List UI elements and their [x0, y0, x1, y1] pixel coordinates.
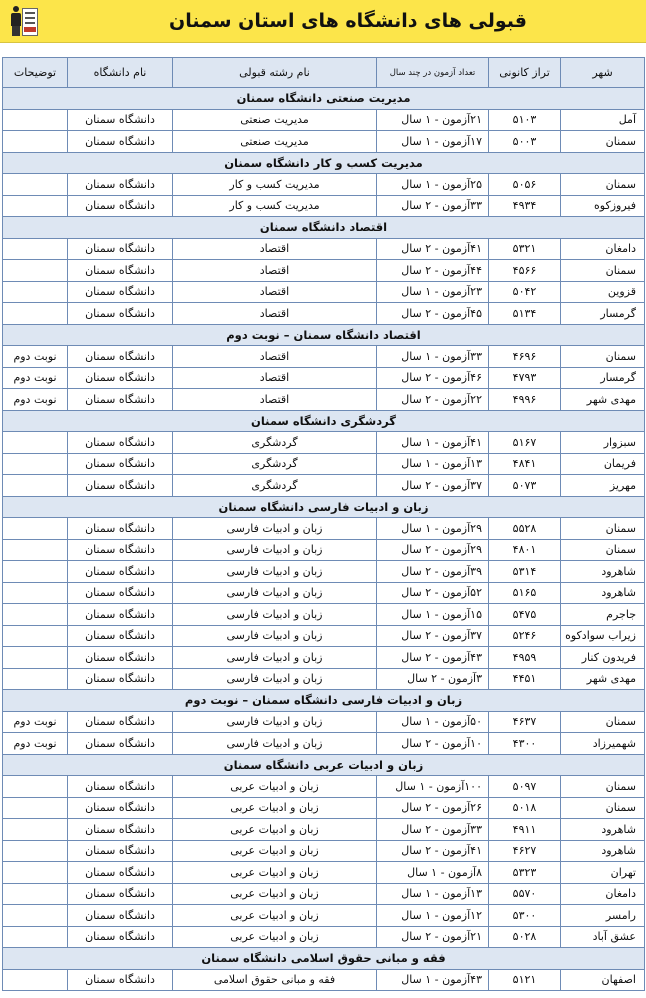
cell-university: دانشگاه سمنان — [68, 604, 173, 626]
cell-city: دامغان — [561, 883, 645, 905]
cell-major: زبان و ادبیات فارسی — [173, 711, 377, 733]
table-row — [3, 647, 645, 669]
cell-university: دانشگاه سمنان — [68, 453, 173, 475]
cell-major: مدیریت کسب و کار — [173, 174, 377, 196]
page-title: قبولی های دانشگاه های استان سمنان — [169, 10, 527, 32]
cell-score: ۵۰۰۳ — [489, 131, 561, 153]
cell-major: اقتصاد — [173, 303, 377, 325]
cell-city: جاجرم — [561, 604, 645, 626]
cell-note — [3, 926, 68, 948]
cell-exams: ۲۱آزمون - ۲ سال — [377, 926, 489, 948]
cell-major: اقتصاد — [173, 281, 377, 303]
cell-university: دانشگاه سمنان — [68, 711, 173, 733]
section-title: زبان و ادبیات فارسی دانشگاه سمنان — [3, 496, 645, 518]
cell-major: زبان و ادبیات عربی — [173, 883, 377, 905]
col-header-major: نام رشته قبولی — [173, 58, 377, 88]
cell-score: ۴۴۵۱ — [489, 668, 561, 690]
table-row — [3, 862, 645, 884]
cell-exams: ۳۹آزمون - ۲ سال — [377, 561, 489, 583]
section-header-row — [3, 496, 645, 518]
cell-exams: ۴۳آزمون - ۲ سال — [377, 647, 489, 669]
cell-exams: ۳۳آزمون - ۲ سال — [377, 819, 489, 841]
cell-exams: ۲۵آزمون - ۱ سال — [377, 174, 489, 196]
section-header-row — [3, 690, 645, 712]
cell-city: شهمیرزاد — [561, 733, 645, 755]
cell-exams: ۱۷آزمون - ۱ سال — [377, 131, 489, 153]
section-header-row — [3, 410, 645, 432]
cell-note — [3, 238, 68, 260]
col-header-city: شهر — [561, 58, 645, 88]
cell-university: دانشگاه سمنان — [68, 432, 173, 454]
section-title: گردشگری دانشگاه سمنان — [3, 410, 645, 432]
table-row — [3, 475, 645, 497]
cell-exams: ۳آزمون - ۲ سال — [377, 668, 489, 690]
cell-major: زبان و ادبیات فارسی — [173, 668, 377, 690]
cell-note — [3, 174, 68, 196]
cell-exams: ۱۳آزمون - ۱ سال — [377, 453, 489, 475]
cell-exams: ۴۴آزمون - ۲ سال — [377, 260, 489, 282]
table-row — [3, 604, 645, 626]
cell-note — [3, 109, 68, 131]
cell-city: سمنان — [561, 260, 645, 282]
cell-score: ۴۸۴۱ — [489, 453, 561, 475]
cell-score: ۴۹۹۶ — [489, 389, 561, 411]
section-header-row — [3, 948, 645, 970]
cell-university: دانشگاه سمنان — [68, 303, 173, 325]
cell-exams: ۱۰آزمون - ۲ سال — [377, 733, 489, 755]
table-row — [3, 840, 645, 862]
cell-city: دامغان — [561, 238, 645, 260]
cell-note — [3, 561, 68, 583]
table-row — [3, 389, 645, 411]
cell-note — [3, 625, 68, 647]
table-row — [3, 926, 645, 948]
cell-city: عشق آباد — [561, 926, 645, 948]
cell-university: دانشگاه سمنان — [68, 797, 173, 819]
cell-city: شاهرود — [561, 840, 645, 862]
table-row — [3, 733, 645, 755]
cell-score: ۴۹۳۴ — [489, 195, 561, 217]
cell-score: ۵۳۰۰ — [489, 905, 561, 927]
cell-city: سمنان — [561, 518, 645, 540]
cell-major: اقتصاد — [173, 367, 377, 389]
cell-exams: ۳۳آزمون - ۲ سال — [377, 195, 489, 217]
cell-score: ۵۵۷۰ — [489, 883, 561, 905]
cell-university: دانشگاه سمنان — [68, 238, 173, 260]
cell-major: زبان و ادبیات فارسی — [173, 733, 377, 755]
section-title: فقه و مبانی حقوق اسلامی دانشگاه سمنان — [3, 948, 645, 970]
cell-city: سبزوار — [561, 432, 645, 454]
cell-major: مدیریت کسب و کار — [173, 195, 377, 217]
cell-exams: ۳۳آزمون - ۱ سال — [377, 346, 489, 368]
cell-city: مهدی شهر — [561, 668, 645, 690]
table-row — [3, 711, 645, 733]
cell-major: زبان و ادبیات فارسی — [173, 604, 377, 626]
cell-score: ۴۷۹۳ — [489, 367, 561, 389]
col-header-exams: تعداد آزمون در چند سال — [377, 58, 489, 88]
cell-major: زبان و ادبیات عربی — [173, 819, 377, 841]
cell-score: ۵۰۹۷ — [489, 776, 561, 798]
cell-exams: ۳۷آزمون - ۲ سال — [377, 625, 489, 647]
cell-score: ۵۰۱۸ — [489, 797, 561, 819]
cell-score: ۵۳۲۳ — [489, 862, 561, 884]
cell-city: سمنان — [561, 131, 645, 153]
cell-score: ۵۵۲۸ — [489, 518, 561, 540]
cell-note — [3, 131, 68, 153]
logo-card — [22, 8, 38, 36]
section-title: اقتصاد دانشگاه سمنان — [3, 217, 645, 239]
cell-university: دانشگاه سمنان — [68, 840, 173, 862]
cell-note — [3, 969, 68, 991]
section-title: زبان و ادبیات عربی دانشگاه سمنان — [3, 754, 645, 776]
cell-city: سمنان — [561, 539, 645, 561]
cell-city: آمل — [561, 109, 645, 131]
cell-university: دانشگاه سمنان — [68, 862, 173, 884]
cell-note — [3, 647, 68, 669]
cell-note: نوبت دوم — [3, 367, 68, 389]
cell-exams: ۴۱آزمون - ۱ سال — [377, 432, 489, 454]
cell-score: ۵۱۶۷ — [489, 432, 561, 454]
cell-exams: ۵۲آزمون - ۲ سال — [377, 582, 489, 604]
cell-major: اقتصاد — [173, 238, 377, 260]
cell-major: اقتصاد — [173, 389, 377, 411]
cell-exams: ۲۹آزمون - ۲ سال — [377, 539, 489, 561]
section-header-row — [3, 324, 645, 346]
cell-city: رامسر — [561, 905, 645, 927]
cell-score: ۵۲۴۶ — [489, 625, 561, 647]
cell-exams: ۸آزمون - ۱ سال — [377, 862, 489, 884]
table-row — [3, 367, 645, 389]
cell-exams: ۲۶آزمون - ۲ سال — [377, 797, 489, 819]
cell-city: مهدی شهر — [561, 389, 645, 411]
cell-note — [3, 604, 68, 626]
cell-major: زبان و ادبیات عربی — [173, 905, 377, 927]
cell-note — [3, 797, 68, 819]
cell-university: دانشگاه سمنان — [68, 281, 173, 303]
cell-major: زبان و ادبیات عربی — [173, 776, 377, 798]
cell-university: دانشگاه سمنان — [68, 518, 173, 540]
table-row — [3, 453, 645, 475]
cell-university: دانشگاه سمنان — [68, 926, 173, 948]
table-row — [3, 346, 645, 368]
cell-note: نوبت دوم — [3, 733, 68, 755]
col-header-score: تراز کانونی — [489, 58, 561, 88]
cell-exams: ۴۱آزمون - ۲ سال — [377, 840, 489, 862]
cell-note — [3, 582, 68, 604]
cell-note — [3, 518, 68, 540]
cell-city: شاهرود — [561, 819, 645, 841]
cell-score: ۵۰۲۸ — [489, 926, 561, 948]
cell-university: دانشگاه سمنان — [68, 819, 173, 841]
cell-university: دانشگاه سمنان — [68, 883, 173, 905]
cell-city: سمنان — [561, 346, 645, 368]
cell-score: ۵۱۰۳ — [489, 109, 561, 131]
cell-university: دانشگاه سمنان — [68, 389, 173, 411]
cell-note — [3, 303, 68, 325]
logo-figure — [9, 6, 23, 36]
cell-note — [3, 840, 68, 862]
cell-note — [3, 539, 68, 561]
cell-city: مهریز — [561, 475, 645, 497]
cell-note — [3, 453, 68, 475]
cell-city: سمنان — [561, 711, 645, 733]
section-title: زبان و ادبیات فارسی دانشگاه سمنان – نوبت دوم — [3, 690, 645, 712]
section-header-row — [3, 217, 645, 239]
cell-note — [3, 195, 68, 217]
table-row — [3, 883, 645, 905]
cell-score: ۵۳۲۱ — [489, 238, 561, 260]
cell-note — [3, 862, 68, 884]
col-header-notes: توضیحات — [3, 58, 68, 88]
table-row — [3, 539, 645, 561]
cell-major: زبان و ادبیات فارسی — [173, 582, 377, 604]
cell-major: گردشگری — [173, 453, 377, 475]
section-title: اقتصاد دانشگاه سمنان – نوبت دوم — [3, 324, 645, 346]
cell-university: دانشگاه سمنان — [68, 733, 173, 755]
cell-note — [3, 260, 68, 282]
table-row — [3, 238, 645, 260]
cell-exams: ۵۰آزمون - ۱ سال — [377, 711, 489, 733]
cell-university: دانشگاه سمنان — [68, 776, 173, 798]
cell-note — [3, 905, 68, 927]
cell-exams: ۳۷آزمون - ۲ سال — [377, 475, 489, 497]
table-row — [3, 561, 645, 583]
cell-score: ۴۹۵۹ — [489, 647, 561, 669]
cell-note: نوبت دوم — [3, 711, 68, 733]
table-row — [3, 303, 645, 325]
cell-city: سمنان — [561, 174, 645, 196]
cell-note — [3, 776, 68, 798]
section-title: مدیریت کسب و کار دانشگاه سمنان — [3, 152, 645, 174]
cell-score: ۴۵۶۶ — [489, 260, 561, 282]
cell-exams: ۲۲آزمون - ۲ سال — [377, 389, 489, 411]
table-body — [3, 88, 645, 991]
cell-score: ۵۰۷۳ — [489, 475, 561, 497]
table-row — [3, 260, 645, 282]
cell-major: زبان و ادبیات فارسی — [173, 647, 377, 669]
cell-university: دانشگاه سمنان — [68, 195, 173, 217]
cell-exams: ۱۳آزمون - ۱ سال — [377, 883, 489, 905]
cell-university: دانشگاه سمنان — [68, 647, 173, 669]
cell-university: دانشگاه سمنان — [68, 367, 173, 389]
cell-city: زیراب سوادکوه — [561, 625, 645, 647]
cell-score: ۴۶۹۶ — [489, 346, 561, 368]
cell-city: فریدون کنار — [561, 647, 645, 669]
cell-exams: ۴۵آزمون - ۲ سال — [377, 303, 489, 325]
cell-exams: ۲۳آزمون - ۱ سال — [377, 281, 489, 303]
cell-university: دانشگاه سمنان — [68, 475, 173, 497]
cell-major: زبان و ادبیات فارسی — [173, 539, 377, 561]
cell-university: دانشگاه سمنان — [68, 131, 173, 153]
cell-city: سمنان — [561, 797, 645, 819]
table-header-row — [3, 58, 645, 88]
table-row — [3, 518, 645, 540]
cell-major: زبان و ادبیات فارسی — [173, 625, 377, 647]
cell-note — [3, 432, 68, 454]
cell-city: سمنان — [561, 776, 645, 798]
cell-score: ۴۳۰۰ — [489, 733, 561, 755]
cell-score: ۵۱۳۴ — [489, 303, 561, 325]
cell-university: دانشگاه سمنان — [68, 539, 173, 561]
cell-major: اقتصاد — [173, 260, 377, 282]
section-title: مدیریت صنعتی دانشگاه سمنان — [3, 88, 645, 110]
cell-city: گرمسار — [561, 367, 645, 389]
cell-major: گردشگری — [173, 475, 377, 497]
cell-exams: ۲۱آزمون - ۱ سال — [377, 109, 489, 131]
cell-note — [3, 475, 68, 497]
table-row — [3, 668, 645, 690]
cell-exams: ۱۰۰آزمون - ۱ سال — [377, 776, 489, 798]
cell-university: دانشگاه سمنان — [68, 905, 173, 927]
section-header-row — [3, 754, 645, 776]
table-row — [3, 776, 645, 798]
table-row — [3, 969, 645, 991]
cell-score: ۵۳۱۴ — [489, 561, 561, 583]
table-row — [3, 819, 645, 841]
table-row — [3, 797, 645, 819]
cell-score: ۴۹۱۱ — [489, 819, 561, 841]
page-header — [0, 0, 646, 43]
cell-score: ۵۴۷۵ — [489, 604, 561, 626]
cell-university: دانشگاه سمنان — [68, 582, 173, 604]
table-row — [3, 582, 645, 604]
cell-major: زبان و ادبیات عربی — [173, 862, 377, 884]
cell-exams: ۲۹آزمون - ۱ سال — [377, 518, 489, 540]
cell-score: ۵۰۵۶ — [489, 174, 561, 196]
table-row — [3, 281, 645, 303]
cell-score: ۴۶۲۷ — [489, 840, 561, 862]
cell-exams: ۴۳آزمون - ۱ سال — [377, 969, 489, 991]
cell-university: دانشگاه سمنان — [68, 260, 173, 282]
cell-note — [3, 281, 68, 303]
table-row — [3, 625, 645, 647]
cell-major: مدیریت صنعتی — [173, 131, 377, 153]
cell-university: دانشگاه سمنان — [68, 625, 173, 647]
admissions-table — [2, 57, 645, 991]
cell-university: دانشگاه سمنان — [68, 174, 173, 196]
cell-major: زبان و ادبیات فارسی — [173, 561, 377, 583]
table-row — [3, 905, 645, 927]
cell-score: ۵۱۲۱ — [489, 969, 561, 991]
table-row — [3, 174, 645, 196]
table-row — [3, 109, 645, 131]
cell-city: گرمسار — [561, 303, 645, 325]
cell-city: شاهرود — [561, 582, 645, 604]
cell-university: دانشگاه سمنان — [68, 969, 173, 991]
cell-city: فیروزکوه — [561, 195, 645, 217]
cell-note — [3, 819, 68, 841]
cell-city: اصفهان — [561, 969, 645, 991]
cell-major: مدیریت صنعتی — [173, 109, 377, 131]
cell-score: ۵۱۶۵ — [489, 582, 561, 604]
cell-city: قزوین — [561, 281, 645, 303]
table-row — [3, 432, 645, 454]
cell-major: زبان و ادبیات عربی — [173, 926, 377, 948]
cell-exams: ۴۶آزمون - ۲ سال — [377, 367, 489, 389]
cell-city: فریمان — [561, 453, 645, 475]
cell-major: زبان و ادبیات فارسی — [173, 518, 377, 540]
cell-exams: ۱۲آزمون - ۱ سال — [377, 905, 489, 927]
cell-exams: ۴۱آزمون - ۲ سال — [377, 238, 489, 260]
table-row — [3, 131, 645, 153]
table-row — [3, 195, 645, 217]
cell-note — [3, 668, 68, 690]
cell-major: گردشگری — [173, 432, 377, 454]
col-header-university: نام دانشگاه — [68, 58, 173, 88]
cell-note: نوبت دوم — [3, 389, 68, 411]
section-header-row — [3, 152, 645, 174]
logo — [6, 4, 36, 38]
cell-exams: ۱۵آزمون - ۱ سال — [377, 604, 489, 626]
cell-note — [3, 883, 68, 905]
cell-university: دانشگاه سمنان — [68, 109, 173, 131]
cell-major: فقه و مبانی حقوق اسلامی — [173, 969, 377, 991]
cell-major: اقتصاد — [173, 346, 377, 368]
cell-score: ۵۰۴۲ — [489, 281, 561, 303]
cell-major: زبان و ادبیات عربی — [173, 840, 377, 862]
cell-major: زبان و ادبیات عربی — [173, 797, 377, 819]
cell-university: دانشگاه سمنان — [68, 561, 173, 583]
section-header-row — [3, 88, 645, 110]
cell-city: تهران — [561, 862, 645, 884]
cell-score: ۴۶۳۷ — [489, 711, 561, 733]
cell-score: ۴۸۰۱ — [489, 539, 561, 561]
cell-note: نوبت دوم — [3, 346, 68, 368]
cell-university: دانشگاه سمنان — [68, 668, 173, 690]
cell-university: دانشگاه سمنان — [68, 346, 173, 368]
cell-city: شاهرود — [561, 561, 645, 583]
